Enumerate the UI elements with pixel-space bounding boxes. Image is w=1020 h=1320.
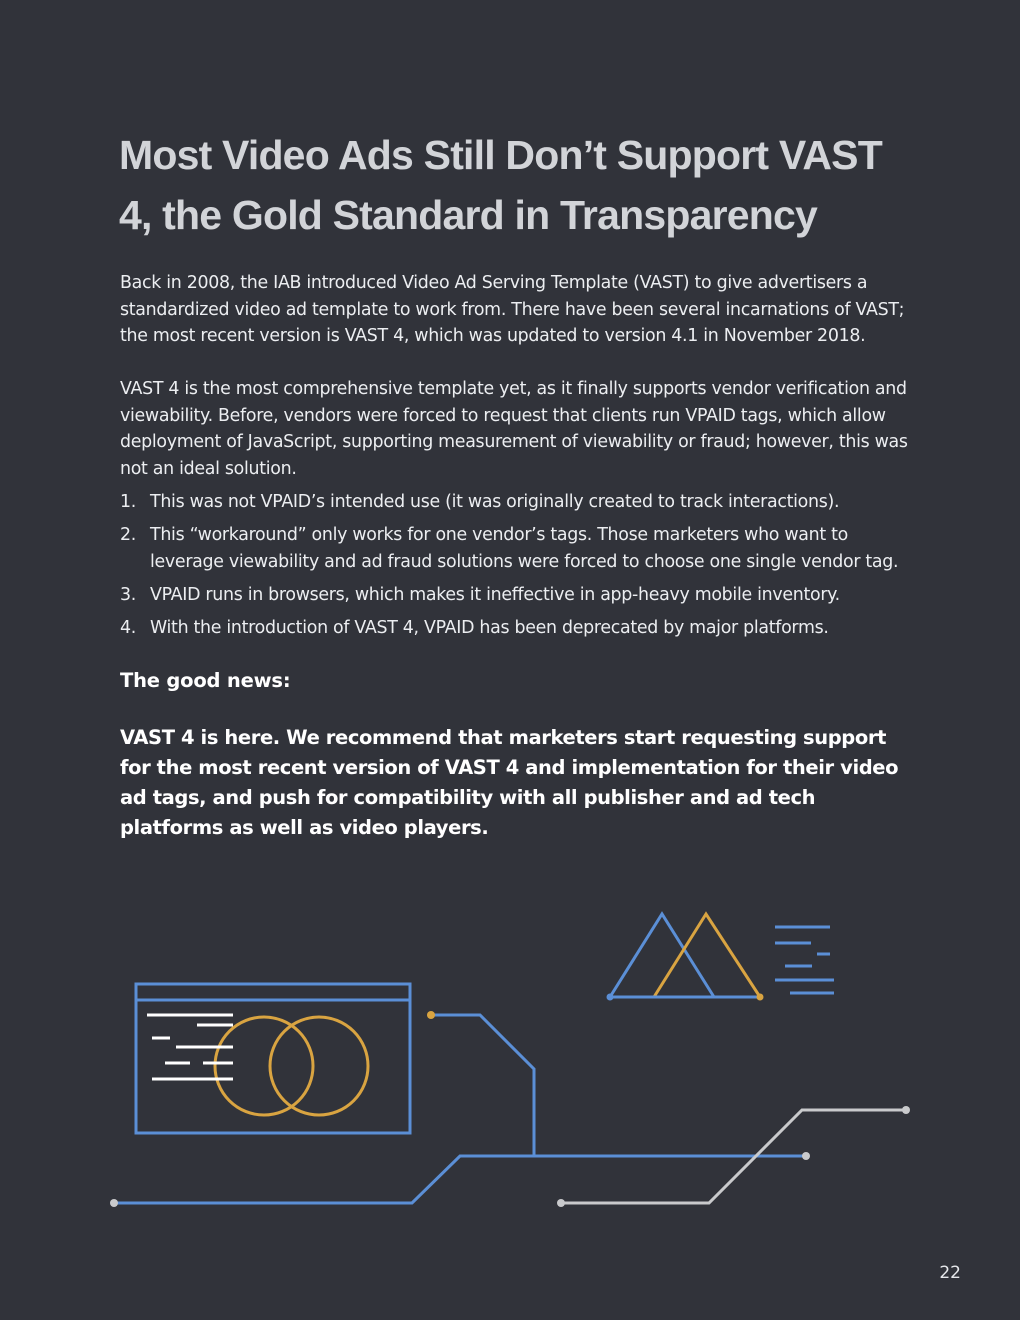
list-text: This “workaround” only works for one vendor’s tags. Those marketers who want to leverage viewability and ad fraud solutions were forced to choose one single vendor tag. — [150, 525, 899, 572]
circuit-lines — [114, 1015, 906, 1203]
circuit-node-dots — [110, 1011, 910, 1207]
list-number: 1. — [120, 492, 136, 512]
mountains-icon — [607, 914, 764, 1001]
video-player-icon — [136, 984, 410, 1133]
list-number: 3. — [120, 584, 136, 605]
list-text: With the introduction of VAST 4, VPAID has been deprecated by major platforms. — [150, 617, 829, 638]
good-news-body: VAST 4 is here. We recommend that marketers start requesting support for the most recent version of VAST 4 and implementation for their video ad tags, and push for compatibility with all publisher and ad tech platforms as well as video players. — [120, 726, 899, 839]
intro-paragraph: Back in 2008, the IAB introduced Video Ad Serving Template (VAST) to give advertisers a standardized video ad template to work from. There have been several incarnations of VAST; the most recent version is VAST 4, which was updated to version 4.1 in November 2018. — [120, 273, 905, 347]
page-number: 22 — [939, 1263, 961, 1283]
text-lines-icon — [775, 927, 834, 993]
page-title: Most Video Ads Still Don’t Support VAST 4, the Gold Standard in Transparency — [119, 132, 882, 238]
list-number: 4. — [120, 617, 136, 638]
list-number: 2. — [120, 525, 136, 546]
list-text: This was not VPAID’s intended use (it was originally created to track interactions). — [150, 492, 840, 512]
vast4-paragraph: VAST 4 is the most comprehensive template yet, as it finally supports vendor verification and viewability. Before, vendors were forced to request that clients run VPAID tags, which allow deployment of JavaScript, supporting measurement of viewability or fraud; however, this was not an ideal solution. — [120, 379, 908, 479]
good-news-heading: The good news: — [120, 669, 291, 692]
list-text: VPAID runs in browsers, which makes it ineffective in app-heavy mobile inventory. — [150, 584, 840, 605]
